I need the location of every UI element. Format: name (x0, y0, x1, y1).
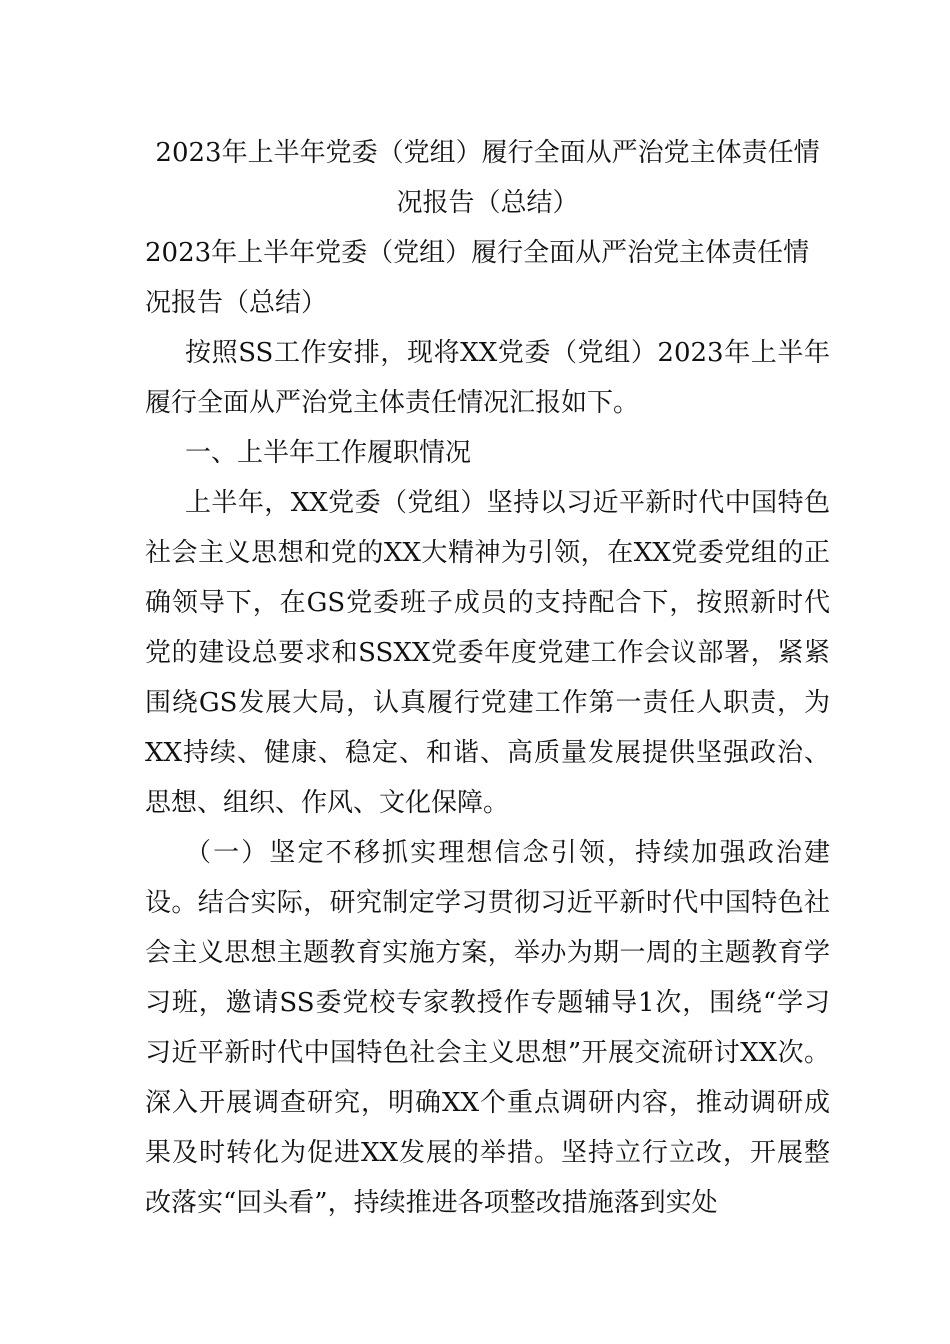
intro-paragraph: 按照SS工作安排，现将XX党委（党组）2023年上半年履行全面从严治党主体责任情况汇报如下。 (145, 338, 830, 418)
document-subtitle: 2023年上半年党委（党组）履行全面从严治党主体责任情况报告（总结） (145, 238, 810, 318)
section-paragraph: 上半年，XX党委（党组）坚持以习近平新时代中国特色社会主义思想和党的XX大精神为引领，在XX党委党组的正确领导下，在GS党委班子成员的支持配合下，按照新时代党的建设总要求和SSXX党委年度党建工作会议部署，紧紧围绕GS发展大局，认真履行党建工作第一责任人职责，为XX持续、健康、稳定、和谐、高质量发展提供坚强政治、思想、组织、作风、文化保障。 (145, 488, 830, 818)
section-heading: 一、上半年工作履职情况 (185, 438, 472, 468)
subsection-paragraph: （一）坚定不移抓实理想信念引领，持续加强政治建设。结合实际，研究制定学习贯彻习近平新时代中国特色社会主义思想主题教育实施方案，举办为期一周的主题教育学习班，邀请SS委党校专家教授作专题辅导1次，围绕“学习习近平新时代中国特色社会主义思想”开展交流研讨XX次。深入开展调查研究，明确XX个重点调研内容，推动调研成果及时转化为促进XX发展的举措。坚持立行立改，开展整改落实“回头看”，持续推进各项整改措施落到实处 (145, 838, 830, 1218)
document-page (145, 128, 830, 1228)
document-title: 2023年上半年党委（党组）履行全面从严治党主体责任情况报告（总结） (155, 138, 820, 218)
